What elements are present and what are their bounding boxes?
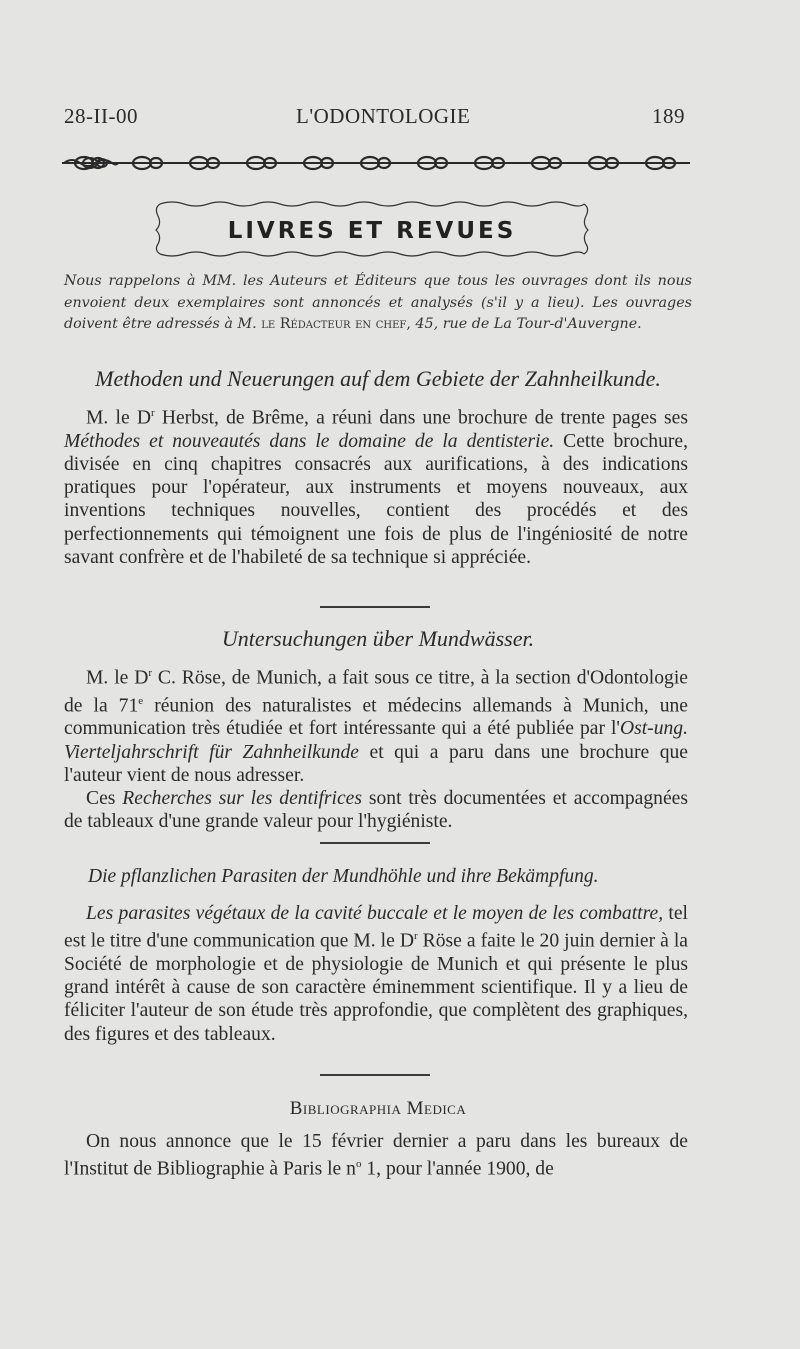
- review-3-text-a: tel est le titre d'une communication que M. le D: [64, 903, 689, 952]
- review-2-title: Untersuchungen über Mundwässer.: [221, 626, 535, 651]
- review-3-work-title: Les parasites végétaux de la cavité buccale et le moyen de les combattre,: [86, 903, 664, 924]
- section-divider: [320, 606, 430, 608]
- ornament-units: [62, 162, 690, 164]
- review-2-text-b: C. Röse, de Munich, a fait sous ce titre, à la section d'Odontologie de la 71: [64, 667, 688, 717]
- review-2-p2-work-title: Recherches sur les dentifrices: [122, 788, 362, 810]
- review-2-text-c: réunion des naturalistes et médecins allemands à Munich, une communication très étudiée et fort intéressante qui a été publiée par l': [64, 695, 688, 740]
- review-4-text-b: 1, pour l'année 1900, de: [361, 1158, 554, 1180]
- editorial-notice: [64, 271, 692, 336]
- notice-address: 45, rue de La Tour-d'Auvergne.: [415, 316, 642, 332]
- section-title: LIVRES ET REVUES: [227, 218, 517, 244]
- notice-text: Nous rappelons à MM. les Auteurs et Éditeurs que tous les ouvrages dont ils nous envoient deux exemplaires sont annoncés et analysés (s'il y a lieu). Les ouvrages doivent être adressés à M.: [64, 273, 692, 332]
- review-1-work-title: Méthodes et nouveautés dans le domaine de la dentisterie.: [64, 430, 555, 452]
- review-1-text-c: Cette brochure, divisée en cinq chapitres consacrés aux aurifications, à des indications pratiques pour l'opérateur, aux instruments et moyens nouveaux, aux inventions techniques nouvelles, contient des procédés et des perfectionnements qui témoignent une fois de plus de l'ingéniosité de notre savant confrère et de l'habileté de sa technique si appréciée.: [64, 430, 688, 568]
- review-3-sup: r: [413, 930, 418, 943]
- section-divider: [320, 1074, 430, 1076]
- review-3-text-b: Röse a faite le 20 juin dernier à la Société de morphologie et de physiologie de Munich et qui présente le plus grand intérêt à cause de son caractère éminemment scientifique. Il y a lieu de féliciter l'auteur de son étude très approfondie, que complètent des graphiques, des figures et des tableaux.: [64, 930, 688, 1045]
- review-1-text-b: Herbst, de Brême, a réuni dans une brochure de trente pages ses: [154, 407, 688, 429]
- review-2-body: [64, 662, 688, 833]
- ornament-band: [62, 152, 690, 174]
- review-4-text-a: On nous annonce que le 15 février dernier a paru dans les bureaux de l'Institut de Bibliographie à Paris le n: [64, 1131, 688, 1180]
- notice-recipient: le Rédacteur en chef,: [261, 316, 411, 332]
- header-date: 28-II-00: [64, 104, 138, 128]
- review-1-body: [64, 402, 688, 569]
- review-2-p2-text-a: Ces: [86, 788, 123, 810]
- header-page-number: 189: [652, 104, 685, 128]
- review-3-title: Die pflanzlichen Parasiten der Mundhöhle und ihre Bekämpfung.: [88, 866, 599, 887]
- review-4-body: [64, 1130, 688, 1181]
- review-2-sup-a: r: [148, 667, 153, 679]
- review-1-text-a: M. le D: [86, 407, 151, 429]
- section-divider: [320, 842, 430, 844]
- review-2-journal: Ost-ung. Vierteljahrschrift für Zahnheilkunde: [64, 718, 688, 763]
- review-4-title: Bibliographia Medica: [289, 1098, 467, 1119]
- header-journal-title: L'ODONTOLOGIE: [296, 104, 471, 128]
- review-2-text-d: et qui a paru dans une brochure que l'auteur vient de nous adresser.: [64, 741, 689, 786]
- review-4-sup: o: [355, 1158, 362, 1171]
- review-3-body: [64, 902, 688, 1046]
- review-2-sup-b: e: [138, 694, 144, 707]
- review-1-sup: r: [150, 407, 155, 419]
- review-2-p2-text-b: sont très documentées et accompagnées de tableaux d'une grande valeur pour l'hygiéniste.: [64, 788, 688, 833]
- review-1-title: Methoden und Neuerungen auf dem Gebiete der Zahnheilkunde.: [95, 366, 661, 391]
- review-2-text-a: M. le D: [86, 667, 149, 689]
